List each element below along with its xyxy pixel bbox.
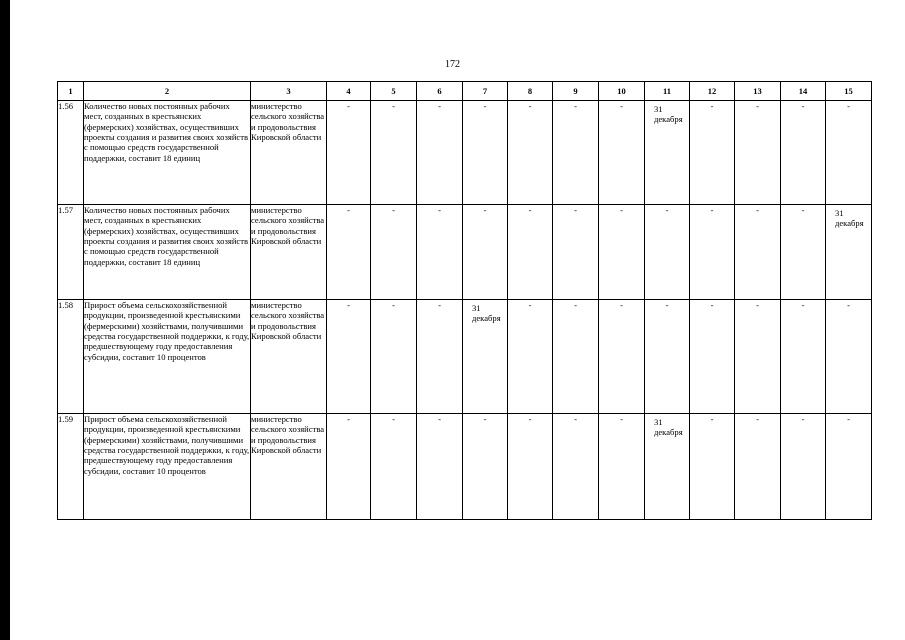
row-number: 1.59 [58, 414, 84, 520]
empty-dash: - [371, 205, 417, 300]
empty-dash: - [645, 300, 690, 414]
empty-dash: - [327, 300, 371, 414]
event-description: Прирост объема сельскохозяйственной продукции, произведенной крестьянскими (фермерскими) хозяйствами, получившими средства государственной поддержки, к году, предшествующему году предоставления субсидии, составит 10 процентов [84, 414, 251, 520]
empty-dash: - [826, 101, 872, 205]
header-cell-10: 10 [599, 82, 645, 101]
deadline-date: 31 декабря [645, 101, 690, 205]
event-description: Количество новых постоянных рабочих мест, созданных в крестьянских (фермерских) хозяйствах, осуществивших проекты создания и развития своих хозяйств с помощью средств государственной поддержки, составит 18 единиц [84, 101, 251, 205]
empty-dash: - [645, 205, 690, 300]
empty-dash: - [508, 414, 553, 520]
event-description: Количество новых постоянных рабочих мест, созданных в крестьянских (фермерских) хозяйствах, осуществивших проекты создания и развития своих хозяйств с помощью средств государственной поддержки, составит 18 единиц [84, 205, 251, 300]
responsible-body: министерство сельского хозяйства и продовольствия Кировской области [251, 205, 327, 300]
page-number: 172 [445, 59, 460, 70]
header-cell-9: 9 [553, 82, 599, 101]
empty-dash: - [417, 414, 463, 520]
empty-dash: - [599, 414, 645, 520]
empty-dash: - [781, 414, 826, 520]
empty-dash: - [417, 205, 463, 300]
responsible-body: министерство сельского хозяйства и продовольствия Кировской области [251, 300, 327, 414]
empty-dash: - [508, 205, 553, 300]
empty-dash: - [508, 101, 553, 205]
header-cell-6: 6 [417, 82, 463, 101]
table-row [58, 300, 872, 414]
deadline-date: 31 декабря [826, 205, 872, 300]
empty-dash: - [599, 300, 645, 414]
responsible-body: министерство сельского хозяйства и продовольствия Кировской области [251, 101, 327, 205]
empty-dash: - [826, 300, 872, 414]
header-cell-11: 11 [645, 82, 690, 101]
table-row [58, 205, 872, 300]
empty-dash: - [735, 101, 781, 205]
event-description: Прирост объема сельскохозяйственной продукции, произведенной крестьянскими (фермерскими) хозяйствами, получившими средства государственной поддержки, к году, предшествующему году предоставления субсидии, составит 10 процентов [84, 300, 251, 414]
empty-dash: - [463, 414, 508, 520]
plan-table [57, 81, 872, 520]
empty-dash: - [463, 101, 508, 205]
empty-dash: - [735, 300, 781, 414]
empty-dash: - [826, 414, 872, 520]
empty-dash: - [327, 101, 371, 205]
table-row [58, 414, 872, 520]
empty-dash: - [735, 205, 781, 300]
empty-dash: - [553, 205, 599, 300]
empty-dash: - [599, 205, 645, 300]
header-cell-13: 13 [735, 82, 781, 101]
empty-dash: - [327, 414, 371, 520]
header-cell-7: 7 [463, 82, 508, 101]
empty-dash: - [417, 101, 463, 205]
empty-dash: - [508, 300, 553, 414]
header-cell-4: 4 [327, 82, 371, 101]
empty-dash: - [690, 101, 735, 205]
empty-dash: - [417, 300, 463, 414]
empty-dash: - [690, 300, 735, 414]
header-cell-3: 3 [251, 82, 327, 101]
header-cell-5: 5 [371, 82, 417, 101]
empty-dash: - [327, 205, 371, 300]
empty-dash: - [371, 300, 417, 414]
row-number: 1.57 [58, 205, 84, 300]
header-cell-12: 12 [690, 82, 735, 101]
empty-dash: - [781, 205, 826, 300]
deadline-date: 31 декабря [645, 414, 690, 520]
row-number: 1.58 [58, 300, 84, 414]
scan-edge-bar [0, 0, 10, 640]
empty-dash: - [781, 101, 826, 205]
row-number: 1.56 [58, 101, 84, 205]
header-cell-15: 15 [826, 82, 872, 101]
table-row [58, 101, 872, 205]
empty-dash: - [463, 205, 508, 300]
empty-dash: - [371, 414, 417, 520]
empty-dash: - [690, 205, 735, 300]
header-cell-1: 1 [58, 82, 84, 101]
header-row [58, 82, 872, 101]
empty-dash: - [781, 300, 826, 414]
deadline-date: 31 декабря [463, 300, 508, 414]
header-cell-2: 2 [84, 82, 251, 101]
header-cell-8: 8 [508, 82, 553, 101]
empty-dash: - [553, 414, 599, 520]
empty-dash: - [371, 101, 417, 205]
empty-dash: - [599, 101, 645, 205]
responsible-body: министерство сельского хозяйства и продовольствия Кировской области [251, 414, 327, 520]
header-cell-14: 14 [781, 82, 826, 101]
empty-dash: - [735, 414, 781, 520]
empty-dash: - [553, 101, 599, 205]
empty-dash: - [553, 300, 599, 414]
empty-dash: - [690, 414, 735, 520]
